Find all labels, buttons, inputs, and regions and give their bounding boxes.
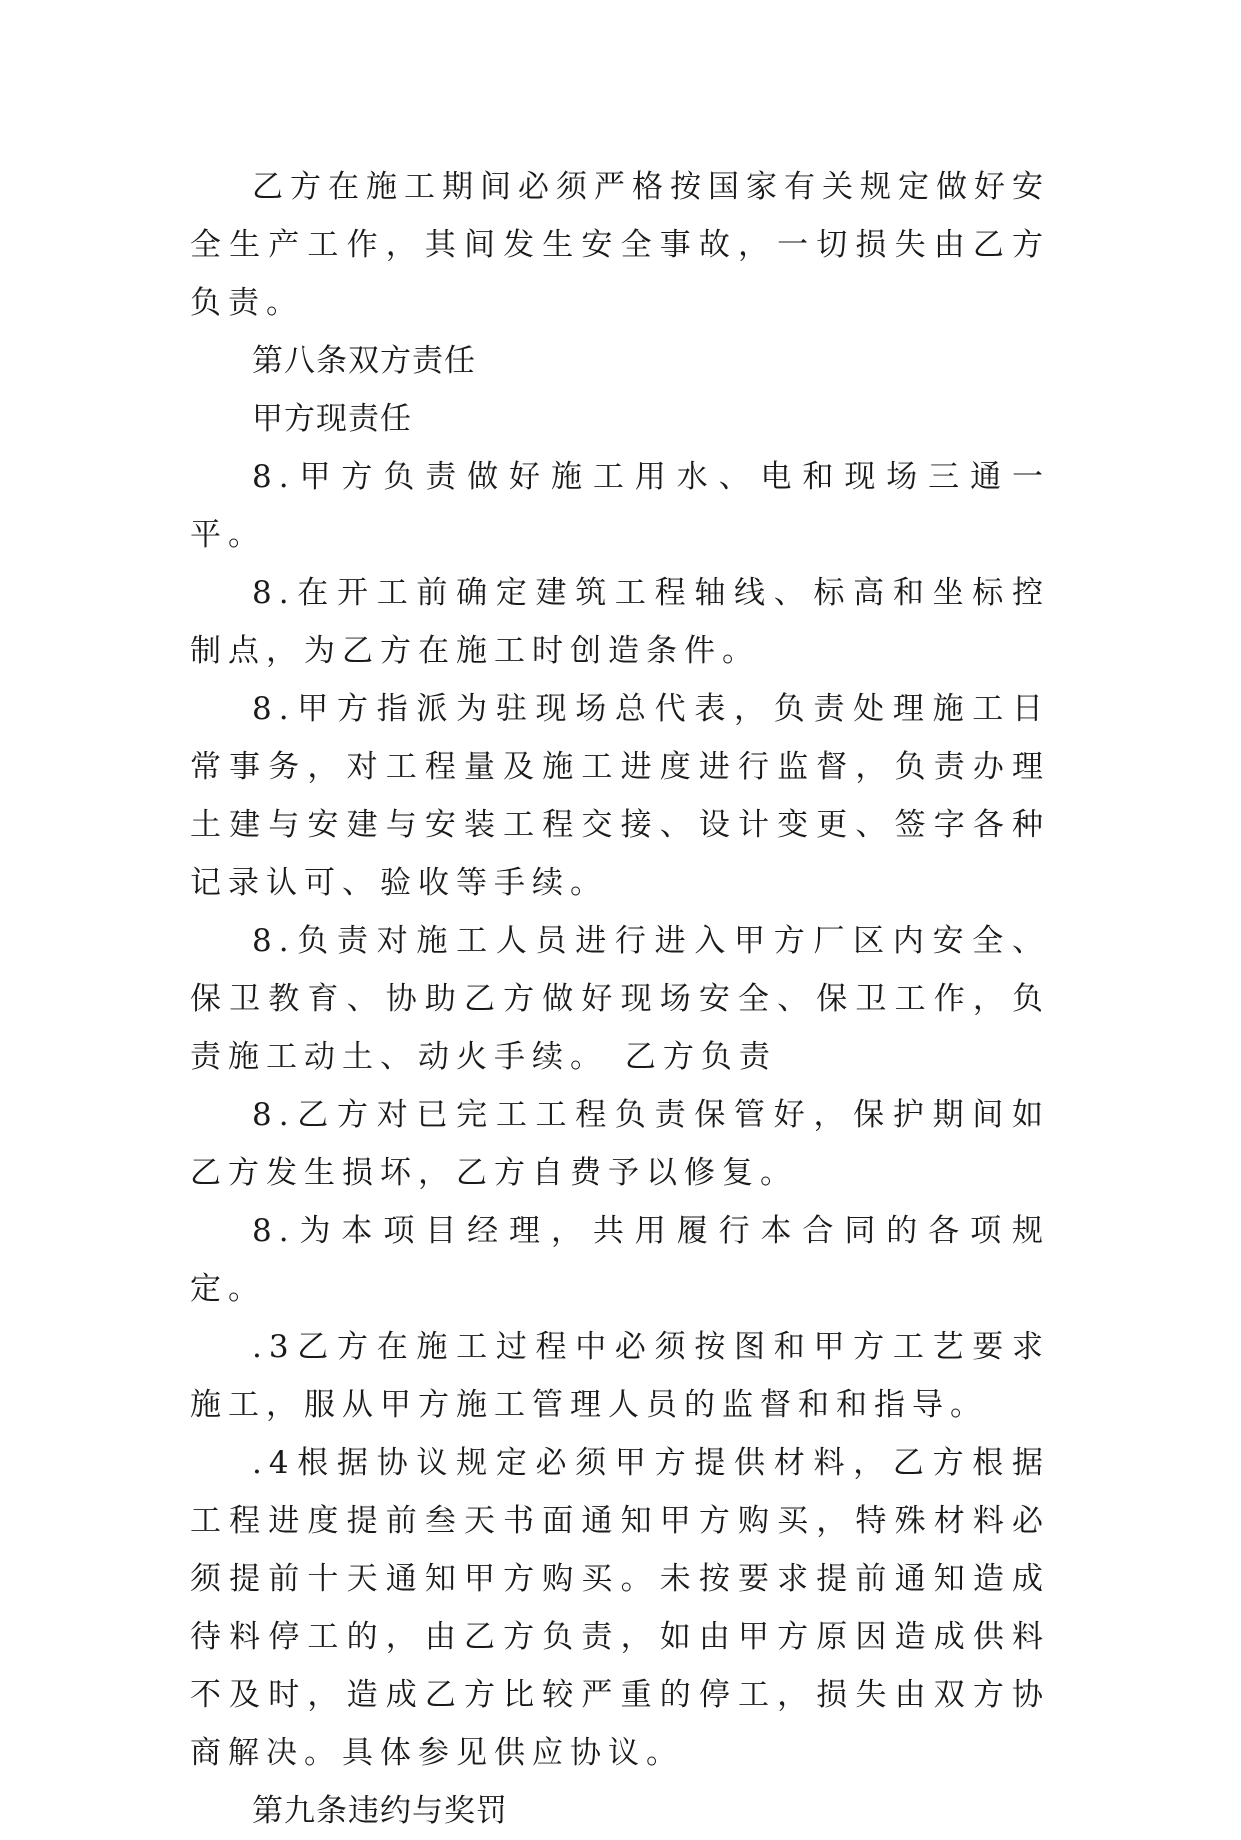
article-8-heading: 第八条双方责任: [252, 343, 476, 379]
paragraph-safety-education: 8.负责对施工人员进行进入甲方厂区内安全、保卫教育、协助乙方做好现场安全、保卫工作，负责施工动土、动火手续。 乙方负责: [190, 923, 1050, 1075]
paragraph-axis-control: 8.在开工前确定建筑工程轴线、标高和坐标控制点，为乙方在施工时创造条件。: [190, 575, 1050, 669]
document-body: [190, 158, 1050, 1840]
paragraph-site-representative: 8.甲方指派为驻现场总代表，负责处理施工日常事务，对工程量及施工进度进行监督，负责办理土建与安建与安装工程交接、设计变更、签字各种记录认可、验收等手续。: [190, 691, 1050, 901]
paragraph-water-electricity: 8.甲方负责做好施工用水、电和现场三通一平。: [190, 459, 1050, 553]
paragraph-project-manager: 8.为本项目经理，共用履行本合同的各项规定。: [190, 1213, 1050, 1307]
paragraph-construction-drawings: .3乙方在施工过程中必须按图和甲方工艺要求施工，服从甲方施工管理人员的监督和和指导。: [190, 1329, 1050, 1423]
party-a-responsibility-heading: 甲方现责任: [252, 401, 412, 437]
paragraph-custody: 8.乙方对已完工工程负责保管好，保护期间如乙方发生损坏，乙方自费予以修复。: [190, 1097, 1050, 1191]
article-9-heading: 第九条违约与奖罚: [252, 1793, 508, 1829]
paragraph-materials-supply: .4根据协议规定必须甲方提供材料，乙方根据工程进度提前叁天书面通知甲方购买，特殊材料必须提前十天通知甲方购买。未按要求提前通知造成待料停工的，由乙方负责，如由甲方原因造成供料不及时，造成乙方比较严重的停工，损失由双方协商解决。具体参见供应协议。: [190, 1445, 1050, 1771]
paragraph-safety: 乙方在施工期间必须严格按国家有关规定做好安全生产工作，其间发生安全事故，一切损失由乙方负责。: [190, 169, 1050, 321]
